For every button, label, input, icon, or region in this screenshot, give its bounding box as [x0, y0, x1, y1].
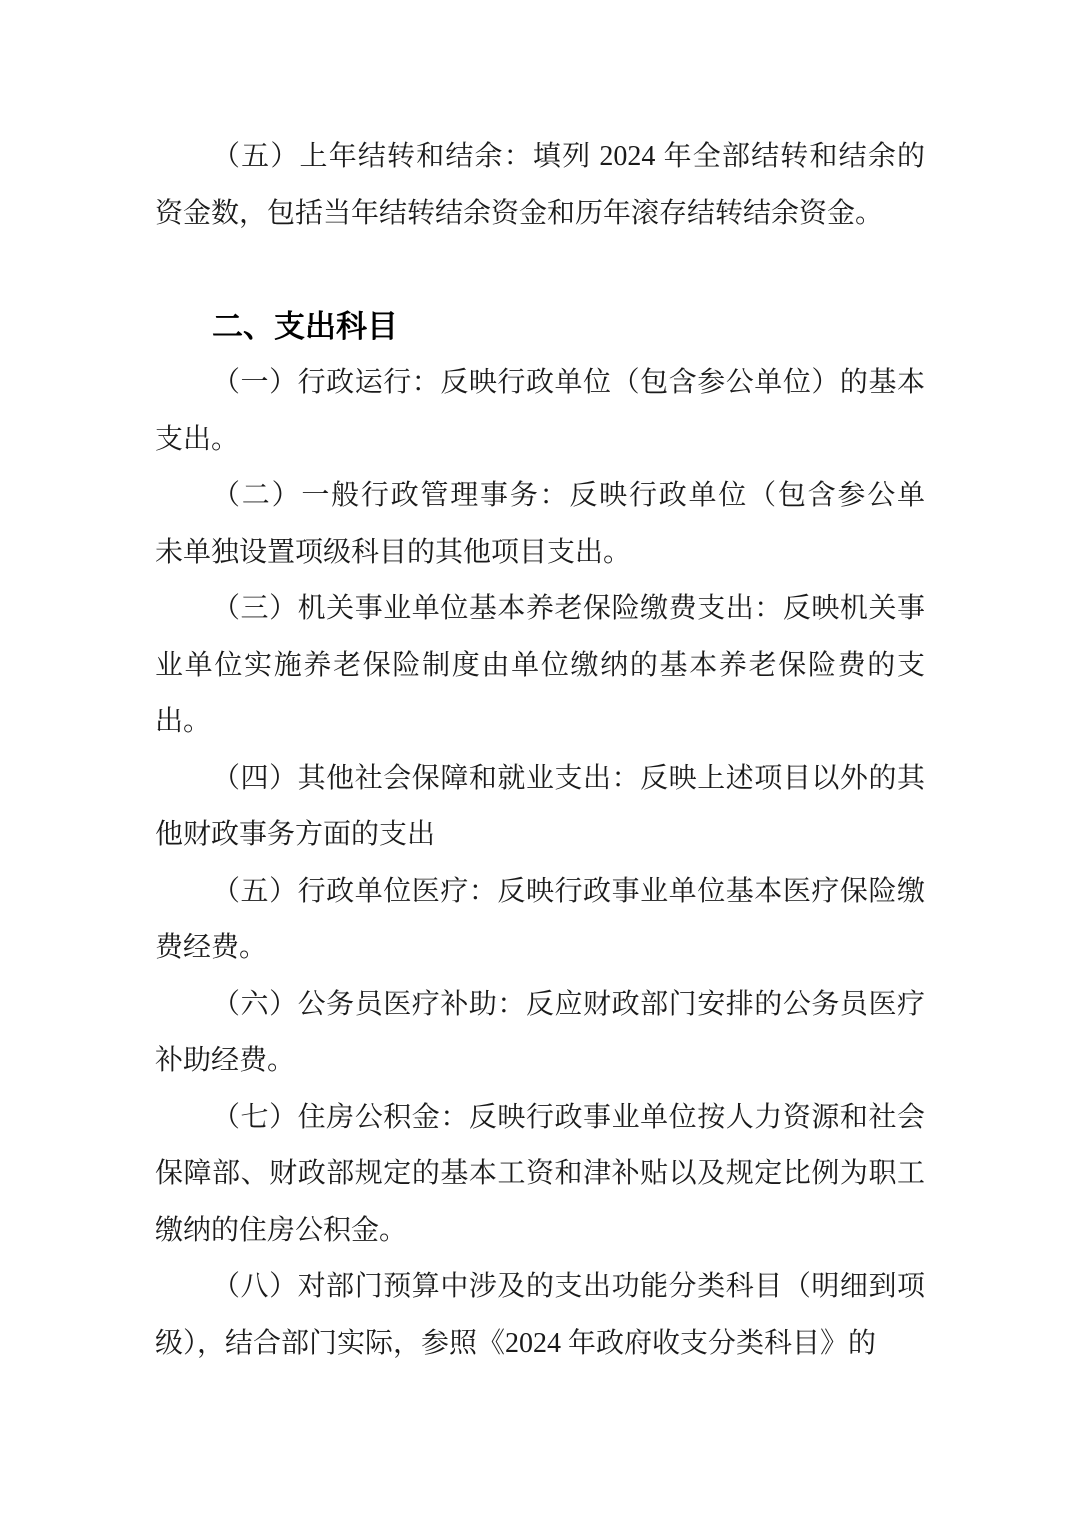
text-line: 资金数，包括当年结转结余资金和历年滚存结转结余资金。	[155, 197, 884, 229]
paragraph	[155, 977, 925, 1090]
text-line: （三）机关事业单位基本养老保险缴费支出：反映机关事	[212, 593, 925, 624]
text-line: （六）公务员医疗补助：反应财政部门安排的公务员医疗	[212, 988, 925, 1020]
paragraph	[155, 468, 925, 581]
paragraph	[155, 129, 925, 242]
text-line: （七）住房公积金：反映行政事业单位按人力资源和社会	[212, 1101, 925, 1133]
paragraph	[155, 581, 925, 751]
text-line: 级），结合部门实际，参照《2024 年政府收支分类科目》的	[155, 1327, 877, 1359]
text-line: 补助经费。	[155, 1045, 296, 1076]
text-line: 出。	[155, 706, 212, 737]
text-line: 费经费。	[155, 932, 268, 963]
document-body	[155, 129, 925, 1372]
text-line: （五）行政单位医疗：反映行政事业单位基本医疗保险缴	[212, 875, 925, 907]
section-heading	[155, 299, 925, 356]
paragraph	[155, 751, 925, 864]
paragraph	[155, 355, 925, 468]
text-line: （一）行政运行：反映行政单位（包含参公单位）的基本	[212, 367, 925, 398]
text-line: 缴纳的住房公积金。	[155, 1214, 408, 1246]
text-line: 未单独设置项级科目的其他项目支出。	[155, 536, 632, 568]
paragraph	[155, 1259, 925, 1372]
text-line: 支出。	[155, 423, 240, 455]
text-line: 他财政事务方面的支出	[155, 819, 436, 850]
text-line: 保障部、财政部规定的基本工资和津补贴以及规定比例为职工	[155, 1158, 925, 1189]
paragraph	[155, 864, 925, 977]
text-line: （四）其他社会保障和就业支出：反映上述项目以外的其	[212, 762, 925, 794]
paragraph	[155, 1090, 925, 1260]
text-line: （八）对部门预算中涉及的支出功能分类科目（明细到项	[212, 1271, 925, 1302]
text-line: （二）一般行政管理事务：反映行政单位（包含参公单	[212, 480, 925, 511]
section-heading-text: 二、支出科目	[212, 308, 398, 344]
text-line: 业单位实施养老保险制度由单位缴纳的基本养老保险费的支	[155, 649, 925, 681]
text-line: （五）上年结转和结余：填列 2024 年全部结转和结余的	[212, 141, 925, 172]
